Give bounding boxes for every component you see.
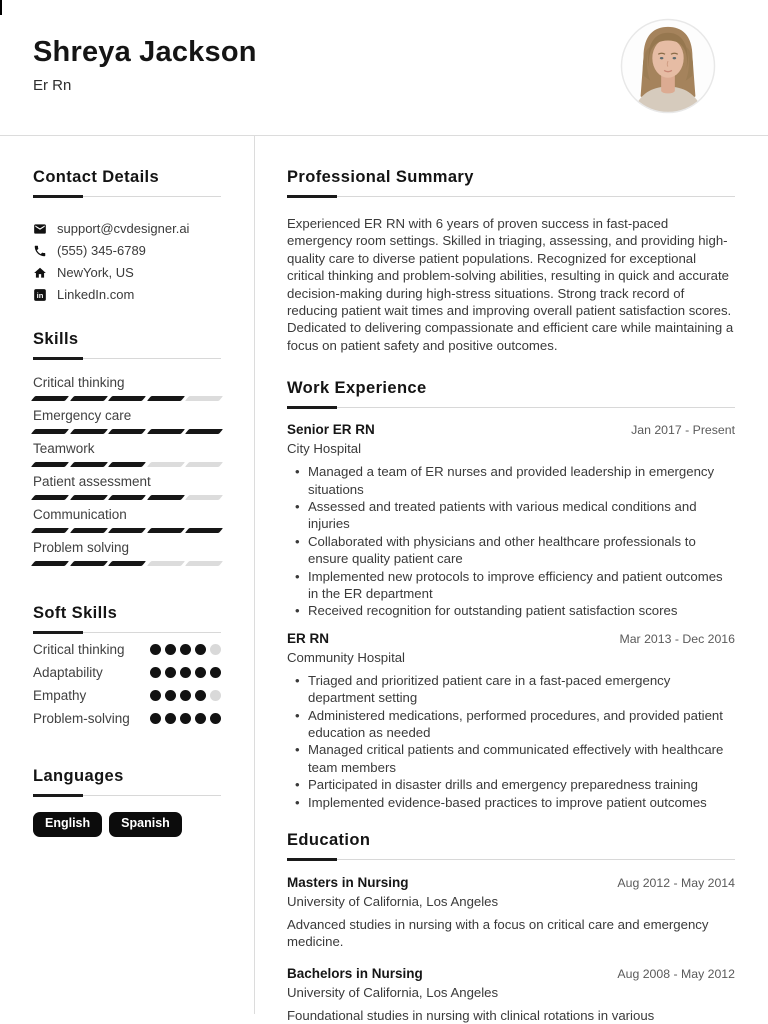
contact-list (33, 218, 221, 306)
bar-segment (147, 462, 185, 467)
person-name: Shreya Jackson (33, 36, 257, 68)
bar-segment (147, 561, 185, 566)
work-experience-section (287, 379, 735, 811)
bar-segment (108, 462, 146, 467)
bar-segment (69, 429, 107, 434)
job-title: ER RN (287, 630, 330, 646)
svg-text:in: in (36, 291, 44, 301)
job-title: Senior ER RN (287, 422, 375, 438)
skill-bar (33, 429, 221, 434)
bar-segment (108, 561, 146, 566)
body (0, 136, 768, 1023)
rating-dot (195, 690, 206, 701)
rating-dot (180, 690, 191, 701)
languages-section (33, 767, 221, 837)
section-rule (33, 358, 221, 359)
rating-dot (195, 644, 206, 655)
job-dates: Jan 2017 - Present (631, 423, 735, 438)
bar-segment (185, 561, 223, 566)
education-header (287, 966, 735, 981)
job-entry (287, 631, 735, 811)
job-bullet: • Assessed and treated patients with various medical conditions and injuries (287, 498, 735, 533)
bar-segment (31, 495, 69, 500)
bar-segment (147, 429, 185, 434)
education-entry (287, 966, 735, 1024)
job-bullet: • Implemented evidence-based practices to improve patient outcomes (287, 794, 735, 811)
soft-skill-dots (150, 644, 221, 655)
soft-skill-row (33, 688, 221, 704)
home-icon (33, 266, 47, 280)
contact-email[interactable] (33, 218, 221, 240)
rating-dot (150, 690, 161, 701)
job-entry (287, 422, 735, 620)
rating-dot (210, 644, 221, 655)
soft-skills-section (33, 604, 221, 727)
job-bullet: • Collaborated with physicians and other healthcare professionals to ensure quality patient care (287, 533, 735, 568)
language-badge-english: English (33, 812, 102, 837)
skill-label: Communication (33, 506, 127, 522)
bar-segment (147, 495, 185, 500)
education-degree: Masters in Nursing (287, 875, 409, 891)
job-bullet: • Participated in disaster drills and emergency preparedness training (287, 776, 735, 793)
skills-heading: Skills (33, 329, 79, 348)
bar-segment (108, 528, 146, 533)
soft-skills-list (33, 642, 221, 727)
bar-segment (31, 528, 69, 533)
rating-dot (195, 667, 206, 678)
rating-dot (165, 667, 176, 678)
rating-dot (150, 644, 161, 655)
contact-section (33, 168, 221, 306)
education-section (287, 831, 735, 1024)
skill-row (33, 441, 221, 467)
contact-linkedin[interactable] (33, 284, 221, 306)
soft-skill-dots (150, 667, 221, 678)
bar-segment (69, 561, 107, 566)
rating-dot (180, 667, 191, 678)
skill-bar (33, 462, 221, 467)
section-rule (33, 196, 221, 197)
job-header (287, 631, 735, 646)
education-school: University of California, Los Angeles (287, 894, 499, 910)
bar-segment (31, 462, 69, 467)
soft-skills-heading: Soft Skills (33, 603, 118, 622)
person-job-title: Er Rn (33, 76, 72, 94)
language-badge-spanish: Spanish (109, 812, 182, 837)
sidebar (0, 136, 255, 1014)
skill-bar (33, 495, 221, 500)
rating-dot (210, 690, 221, 701)
education-heading: Education (287, 831, 371, 850)
section-rule (287, 407, 735, 408)
job-bullet: • Administered medications, performed procedures, and provided patient education as needed (287, 707, 735, 742)
job-bullet: • Triaged and prioritized patient care in a fast-paced emergency department setting (287, 672, 735, 707)
profile-photo (620, 18, 716, 114)
rating-dot (165, 713, 176, 724)
skill-label: Teamwork (33, 440, 95, 456)
rating-dot (150, 667, 161, 678)
summary-section (287, 168, 735, 354)
languages-heading: Languages (33, 766, 124, 785)
bar-segment (31, 429, 69, 434)
bar-segment (147, 396, 185, 401)
contact-heading: Contact Details (33, 168, 160, 186)
section-rule (33, 632, 221, 633)
job-header (287, 422, 735, 437)
bar-segment (108, 495, 146, 500)
contact-phone-text: (555) 345-6789 (57, 243, 146, 259)
main-content (255, 136, 768, 1023)
rating-dot (150, 713, 161, 724)
job-bullet: • Received recognition for outstanding patient satisfaction scores (287, 602, 735, 619)
contact-linkedin-text: LinkedIn.com (57, 287, 135, 303)
linkedin-icon (33, 288, 47, 302)
soft-skill-label: Empathy (33, 688, 87, 704)
contact-email-text: support@cvdesigner.ai (57, 221, 190, 237)
soft-skill-dots (150, 690, 221, 701)
education-degree: Bachelors in Nursing (287, 965, 423, 981)
work-heading: Work Experience (287, 379, 427, 398)
contact-location-text: NewYork, US (57, 265, 134, 281)
soft-skill-label: Critical thinking (33, 642, 125, 658)
bar-segment (69, 528, 107, 533)
soft-skill-row (33, 642, 221, 658)
rating-dot (165, 690, 176, 701)
bar-segment (108, 396, 146, 401)
job-bullets (287, 672, 735, 811)
envelope-icon (33, 222, 47, 236)
section-rule (33, 795, 221, 796)
bar-segment (185, 429, 223, 434)
section-rule (287, 859, 735, 860)
rating-dot (180, 713, 191, 724)
contact-location (33, 262, 221, 284)
bar-segment (108, 429, 146, 434)
soft-skill-row (33, 665, 221, 681)
rating-dot (195, 713, 206, 724)
bar-segment (69, 396, 107, 401)
soft-skill-dots (150, 713, 221, 724)
soft-skill-row (33, 711, 221, 727)
contact-phone (33, 240, 221, 262)
job-bullets (287, 463, 735, 620)
skill-row (33, 540, 221, 566)
bar-segment (31, 396, 69, 401)
education-description: Foundational studies in nursing with clinical rotations in various (287, 1007, 655, 1023)
skill-bar (33, 561, 221, 566)
bar-segment (185, 396, 223, 401)
skill-bar (33, 528, 221, 533)
education-dates: Aug 2012 - May 2014 (617, 876, 735, 891)
skill-label: Patient assessment (33, 473, 151, 489)
summary-heading: Professional Summary (287, 168, 474, 186)
rating-dot (180, 644, 191, 655)
skill-label: Problem solving (33, 539, 130, 555)
job-dates: Mar 2013 - Dec 2016 (619, 631, 735, 646)
education-dates: Aug 2008 - May 2012 (617, 966, 735, 981)
education-description: Advanced studies in nursing with a focus on critical care and emergency medicine. (287, 917, 709, 950)
education-entry (287, 875, 735, 951)
bar-segment (185, 495, 223, 500)
job-bullet: • Implemented new protocols to improve efficiency and patient outcomes in the ER department (287, 568, 735, 603)
summary-text: Experienced ER RN with 6 years of proven success in fast-paced emergency room settings. Skilled in triaging, assessing, and providing high-quality care to diverse patient populations. Recognized for exceptional critical thinking and problem-solving abilities, resulting in quick and accurate decision-making during high-stress situations. Strong track record of reducing patient wait times and improving overall patient satisfaction scores. Dedicated to delivering compassionate and efficient care while maintaining a focus on patient safety and positive outcomes. (287, 215, 734, 353)
skills-section (33, 330, 221, 566)
soft-skill-label: Adaptability (33, 665, 103, 681)
skill-label: Emergency care (33, 407, 132, 423)
rating-dot (210, 667, 221, 678)
language-pills (33, 812, 221, 837)
section-rule (287, 196, 735, 197)
avatar-graphic (620, 18, 716, 114)
job-bullet: • Managed a team of ER nurses and provided leadership in emergency situations (287, 463, 735, 498)
job-bullet: • Managed critical patients and communicated effectively with healthcare team members (287, 741, 735, 776)
bar-segment (147, 528, 185, 533)
bar-segment (185, 528, 223, 533)
education-school: University of California, Los Angeles (287, 984, 499, 1000)
soft-skill-label: Problem-solving (33, 711, 130, 727)
phone-icon (33, 244, 47, 258)
bar-segment (185, 462, 223, 467)
header (0, 0, 768, 136)
skill-label: Critical thinking (33, 374, 125, 390)
bar-segment (31, 561, 69, 566)
bar-segment (69, 495, 107, 500)
skill-row (33, 408, 221, 434)
skill-row (33, 507, 221, 533)
skill-bar (33, 396, 221, 401)
education-header (287, 875, 735, 890)
skill-row (33, 375, 221, 401)
bar-segment (69, 462, 107, 467)
skill-row (33, 474, 221, 500)
rating-dot (210, 713, 221, 724)
rating-dot (165, 644, 176, 655)
job-company: Community Hospital (287, 649, 405, 665)
job-company: City Hospital (287, 441, 362, 457)
